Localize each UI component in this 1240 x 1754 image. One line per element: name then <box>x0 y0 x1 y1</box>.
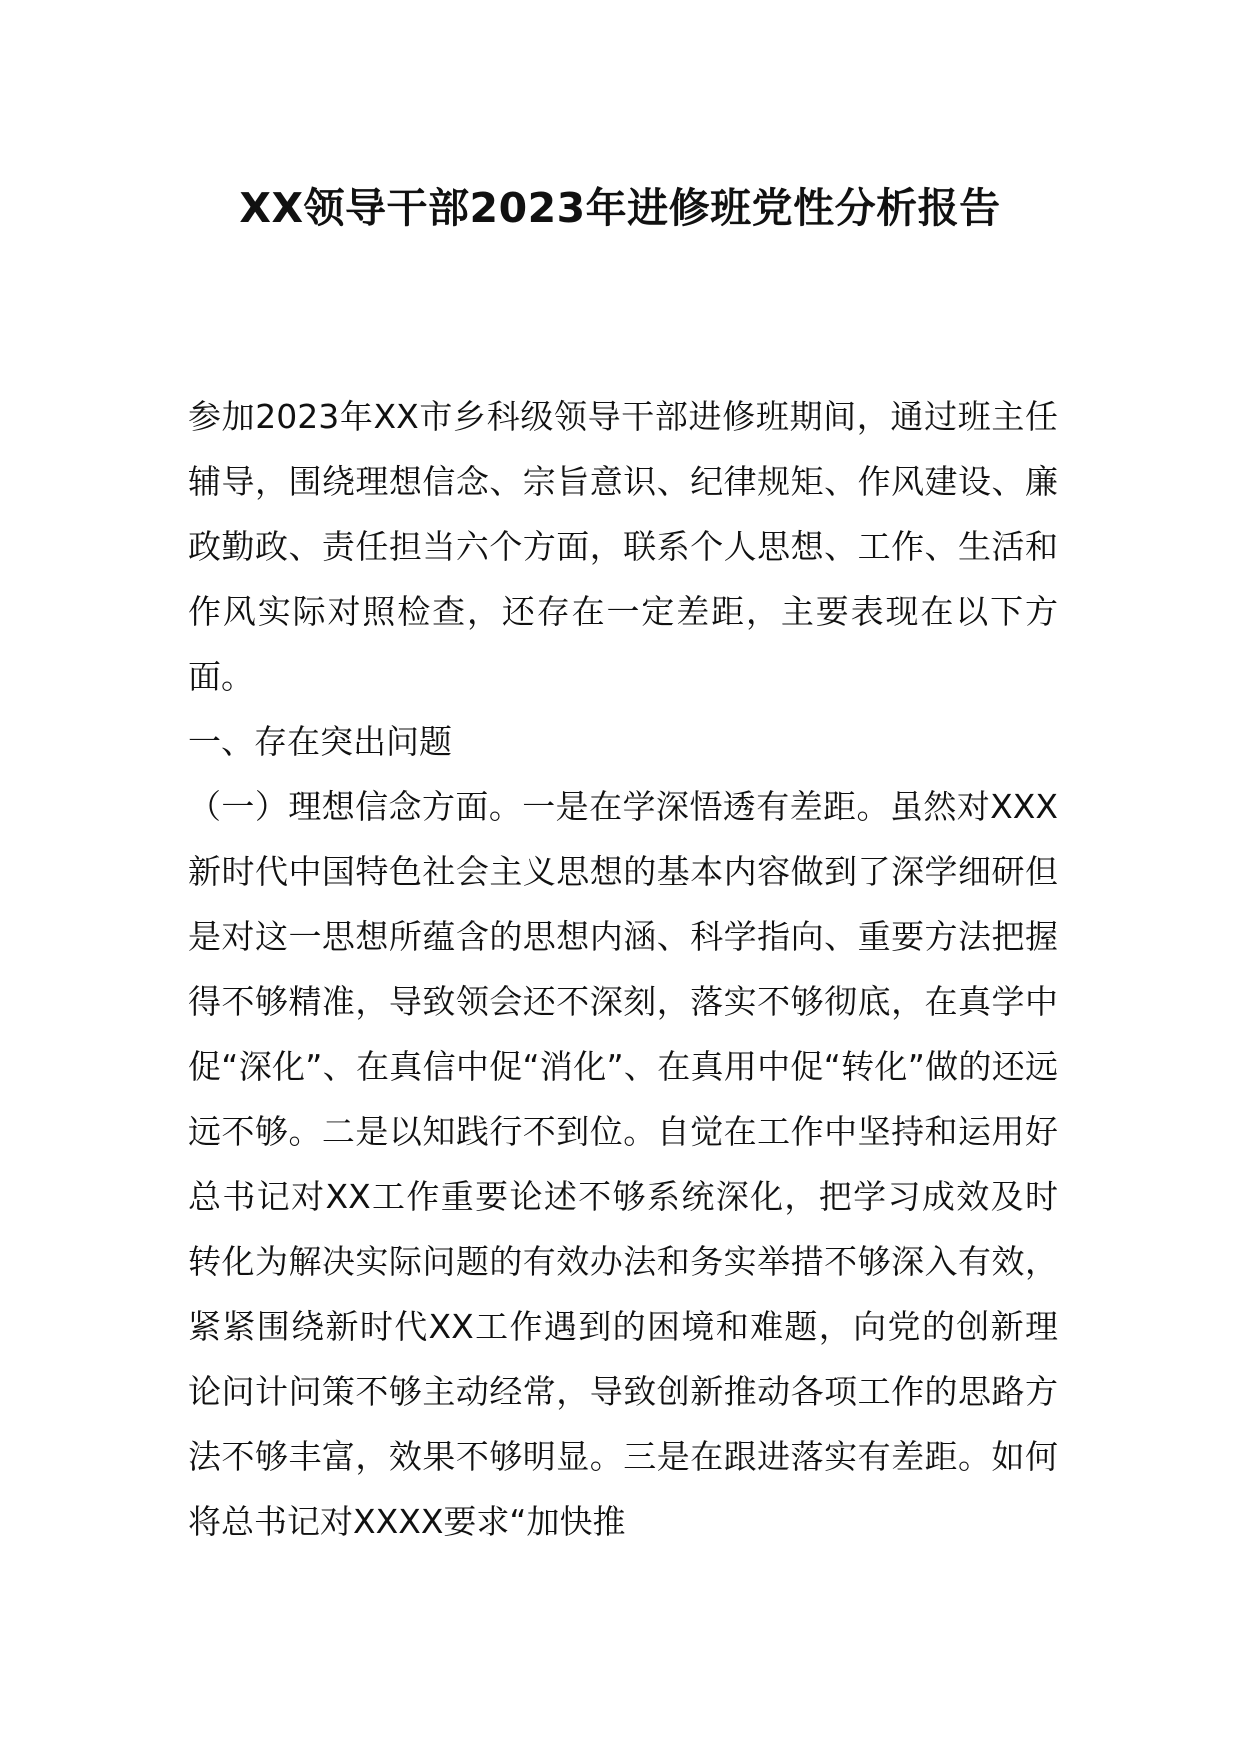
section-heading-problems: 一、存在突出问题 <box>188 722 452 761</box>
paragraph-intro: 参加2023年XX市乡科级领导干部进修班期间，通过班主任辅导，围绕理想信念、宗旨意识、纪律规矩、作风建设、廉政勤政、责任担当六个方面，联系个人思想、工作、生活和作风实际对照检查，还存在一定差距，主要表现在以下方面。 <box>188 397 1058 696</box>
paragraph-ideals-beliefs: （一）理想信念方面。一是在学深悟透有差距。虽然对XXX新时代中国特色社会主义思想的基本内容做到了深学细研但是对这一思想所蕴含的思想内涵、科学指向、重要方法把握得不够精准，导致领会还不深刻，落实不够彻底，在真学中促“深化”、在真信中促“消化”、在真用中促“转化”做的还远远不够。二是以知践行不到位。自觉在工作中坚持和运用好总书记对XX工作重要论述不够系统深化，把学习成效及时转化为解决实际问题的有效办法和务实举措不够深入有效，紧紧围绕新时代XX工作遇到的困境和难题，向党的创新理论问计问策不够主动经常，导致创新推动各项工作的思路方法不够丰富，效果不够明显。三是在跟进落实有差距。如何将总书记对XXXX要求“加快推 <box>188 787 1058 1541</box>
document-title: XX领导干部2023年进修班党性分析报告 <box>239 184 1001 232</box>
document-body <box>188 384 1058 1554</box>
